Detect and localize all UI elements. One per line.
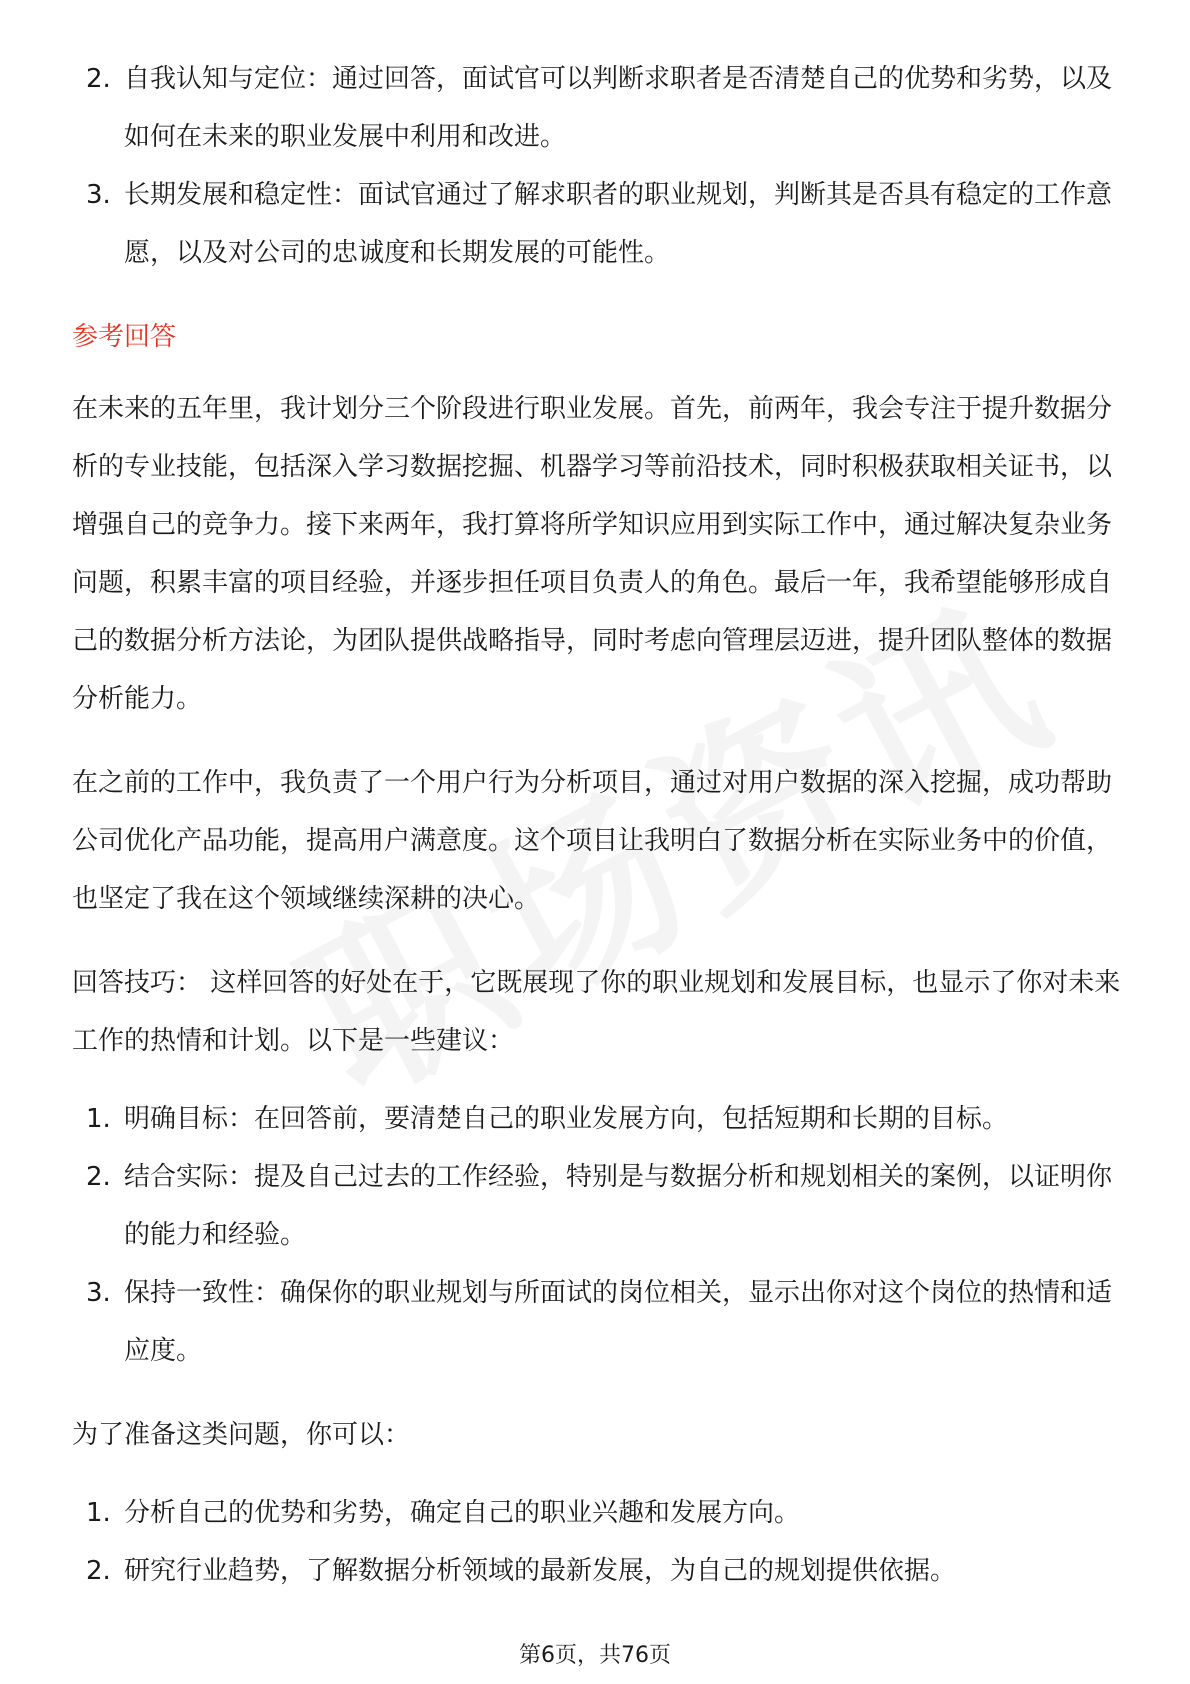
criteria-list [72, 50, 1122, 282]
list-text: 保持一致性：确保你的职业规划与所面试的岗位相关，显示出你对这个岗位的热情和适应度。 [124, 1278, 1113, 1366]
list-number: 2. [86, 1556, 111, 1586]
list-number: 2. [86, 64, 111, 94]
list-text: 研究行业趋势，了解数据分析领域的最新发展，为自己的规划提供依据。 [124, 1556, 957, 1586]
list-item [72, 1484, 1122, 1542]
section-title: 参考回答 [72, 322, 177, 352]
answer-paragraph: 在未来的五年里，我计划分三个阶段进行职业发展。首先，前两年，我会专注于提升数据分析的专业技能，包括深入学习数据挖掘、机器学习等前沿技术，同时积极获取相关证书，以增强自己的竞争力。接下来两年，我打算将所学知识应用到实际工作中，通过解决复杂业务问题，积累丰富的项目经验，并逐步担任项目负责人的角色。最后一年，我希望能够形成自己的数据分析方法论，为团队提供战略指导，同时考虑向管理层迈进，提升团队整体的数据分析能力。 [72, 394, 1113, 714]
list-item [72, 1542, 1122, 1600]
list-text: 分析自己的优势和劣势，确定自己的职业兴趣和发展方向。 [124, 1498, 801, 1528]
list-item [72, 1148, 1122, 1264]
tips-intro: 回答技巧： 这样回答的好处在于，它既展现了你的职业规划和发展目标，也显示了你对未来工作的热情和计划。以下是一些建议： [72, 968, 1121, 1056]
page-number-footer: 第6页，共76页 [519, 1643, 671, 1668]
list-number: 2. [86, 1162, 111, 1192]
list-item [72, 166, 1122, 282]
prep-list [72, 1484, 1122, 1600]
list-number: 1. [86, 1104, 111, 1134]
list-item [72, 50, 1122, 166]
list-item [72, 1264, 1122, 1380]
answer-paragraph: 在之前的工作中，我负责了一个用户行为分析项目，通过对用户数据的深入挖掘，成功帮助公司优化产品功能，提高用户满意度。这个项目让我明白了数据分析在实际业务中的价值，也坚定了我在这个领域继续深耕的决心。 [72, 768, 1113, 914]
list-item [72, 1090, 1122, 1148]
tips-list [72, 1090, 1122, 1380]
list-text: 结合实际：提及自己过去的工作经验，特别是与数据分析和规划相关的案例，以证明你的能力和经验。 [124, 1162, 1113, 1250]
list-number: 3. [86, 180, 111, 210]
list-number: 3. [86, 1278, 111, 1308]
list-text: 明确目标：在回答前，要清楚自己的职业发展方向，包括短期和长期的目标。 [124, 1104, 1009, 1134]
list-text: 长期发展和稳定性：面试官通过了解求职者的职业规划，判断其是否具有稳定的工作意愿，以及对公司的忠诚度和长期发展的可能性。 [124, 180, 1113, 268]
list-text: 自我认知与定位：通过回答，面试官可以判断求职者是否清楚自己的优势和劣势，以及如何在未来的职业发展中利用和改进。 [124, 64, 1113, 152]
prep-intro: 为了准备这类问题，你可以： [72, 1420, 411, 1450]
page-content [72, 50, 1122, 1600]
list-number: 1. [86, 1498, 111, 1528]
